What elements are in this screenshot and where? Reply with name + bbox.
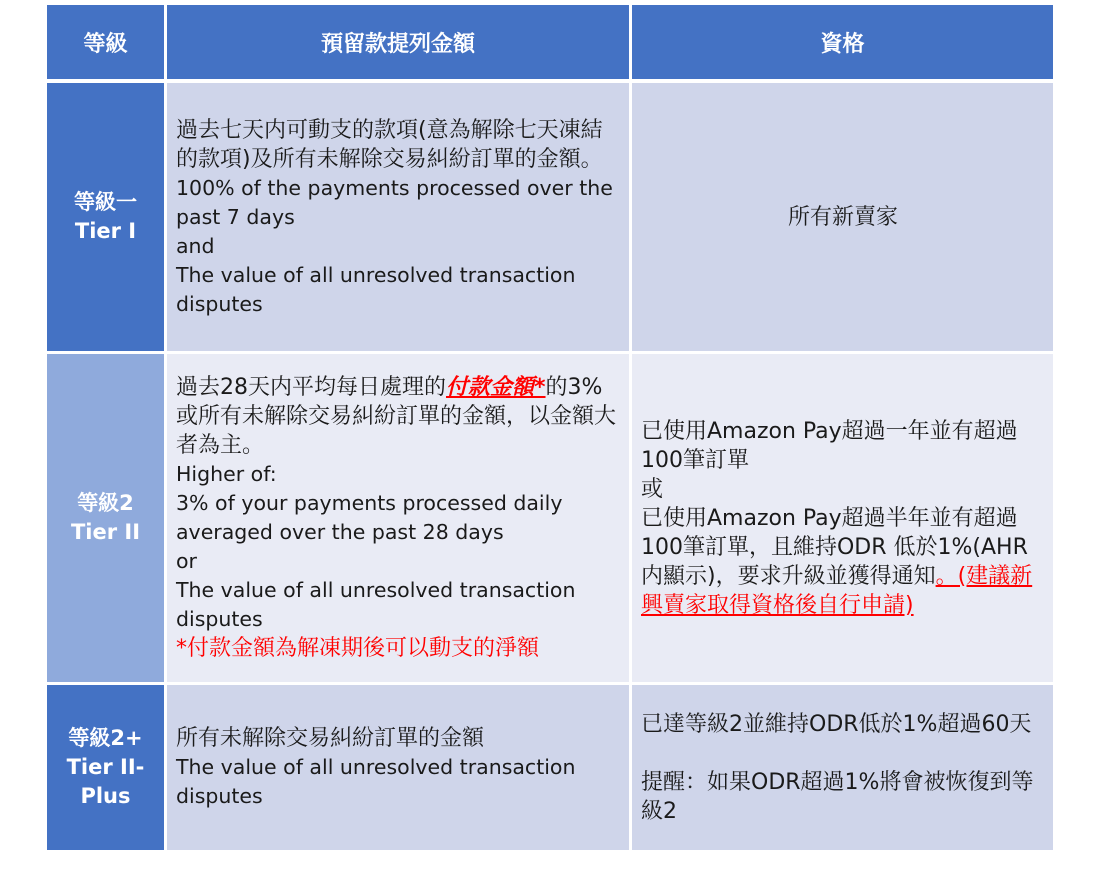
tier-2-plus-qualification bbox=[632, 685, 1053, 853]
tier-2-qualification-2 bbox=[641, 504, 1045, 620]
tier-2-amount-en-4: The value of all unresolved transaction disputes bbox=[176, 578, 576, 631]
tier-2-amount-en-1: Higher of: bbox=[176, 462, 277, 486]
tier-2-plus-label bbox=[47, 685, 167, 853]
reserve-tier-table bbox=[47, 5, 1053, 853]
tier-2-amount-zh-post: 的3%或所有未解除交易糾紛訂單的金額，以金額大者為主。 bbox=[176, 375, 617, 458]
table-row-tier-2-plus bbox=[47, 685, 1053, 853]
tier-2-label bbox=[47, 354, 167, 685]
qualification-spacer bbox=[641, 739, 1045, 768]
tier-2-amount-zh-pre: 過去28天内平均每日處理的 bbox=[176, 375, 446, 400]
tier-2-plus-en-2: Plus bbox=[80, 784, 131, 808]
tier-1-qualification-text: 所有新賣家 bbox=[787, 204, 898, 230]
tier-2-plus-amount bbox=[167, 685, 632, 853]
tier-2-plus-amount-en: The value of all unresolved transaction disputes bbox=[176, 755, 576, 808]
tier-2-qualification-note: 。(建議新興賣家取得資格後自行申請) bbox=[641, 563, 1033, 618]
table-row-tier-2 bbox=[47, 354, 1053, 685]
tier-2-footnote: *付款金額為解凍期後可以動支的淨額 bbox=[176, 636, 540, 661]
tier-2-plus-amount-zh: 所有未解除交易糾紛訂單的金額 bbox=[176, 726, 485, 751]
tier-1-qualification bbox=[632, 83, 1053, 354]
tier-2-zh: 等級2 bbox=[77, 491, 134, 515]
header-qualification: 資格 bbox=[632, 5, 1053, 83]
tier-2-qualification-2-text: 已使用Amazon Pay超過半年並有超過100筆訂單，且維持ODR 低於1%(AHR内顯示)，要求升級並獲得通知 bbox=[641, 505, 1028, 589]
table-header-row bbox=[47, 5, 1053, 83]
tier-2-amount-zh bbox=[176, 373, 621, 460]
tier-2-plus-zh: 等級2+ bbox=[68, 726, 143, 750]
tier-2-qualification-1: 已使用Amazon Pay超過一年並有超過100筆訂單 bbox=[641, 418, 1018, 473]
tier-1-label bbox=[47, 83, 167, 354]
tier-2-en: Tier II bbox=[70, 520, 141, 544]
tier-1-amount-en-2: and bbox=[176, 233, 215, 258]
tier-1-amount bbox=[167, 83, 632, 354]
payment-amount-highlight: 付款金額* bbox=[446, 375, 546, 400]
table-row-tier-1 bbox=[47, 83, 1053, 354]
tier-2-qualification-or: 或 bbox=[641, 476, 664, 502]
tier-2-plus-qualification-1: 已達等級2並維持ODR低於1%超過60天 bbox=[641, 711, 1032, 737]
tier-2-amount bbox=[167, 354, 632, 685]
header-reserve-amount: 預留款提列金額 bbox=[167, 5, 632, 83]
tier-1-amount-en-3: The value of all unresolved transaction disputes bbox=[176, 262, 576, 316]
tier-1-zh: 等級一 bbox=[74, 190, 137, 214]
tier-1-amount-en-1: 100% of the payments processed over the past 7 days bbox=[176, 175, 613, 229]
tier-2-amount-en-2: 3% of your payments processed daily averaged over the past 28 days bbox=[176, 491, 563, 544]
tier-2-plus-en-1: Tier II- bbox=[66, 755, 145, 779]
header-tier: 等級 bbox=[47, 5, 167, 83]
tier-1-en: Tier I bbox=[74, 219, 137, 243]
tier-2-qualification bbox=[632, 354, 1053, 685]
tier-2-plus-reminder: 提醒：如果ODR超過1%將會被恢復到等級2 bbox=[641, 769, 1034, 824]
tier-1-amount-zh: 過去七天内可動支的款項(意為解除七天凍結的款項)及所有未解除交易糾紛訂單的金額。 bbox=[176, 117, 603, 172]
tier-2-amount-en-3: or bbox=[176, 549, 197, 573]
